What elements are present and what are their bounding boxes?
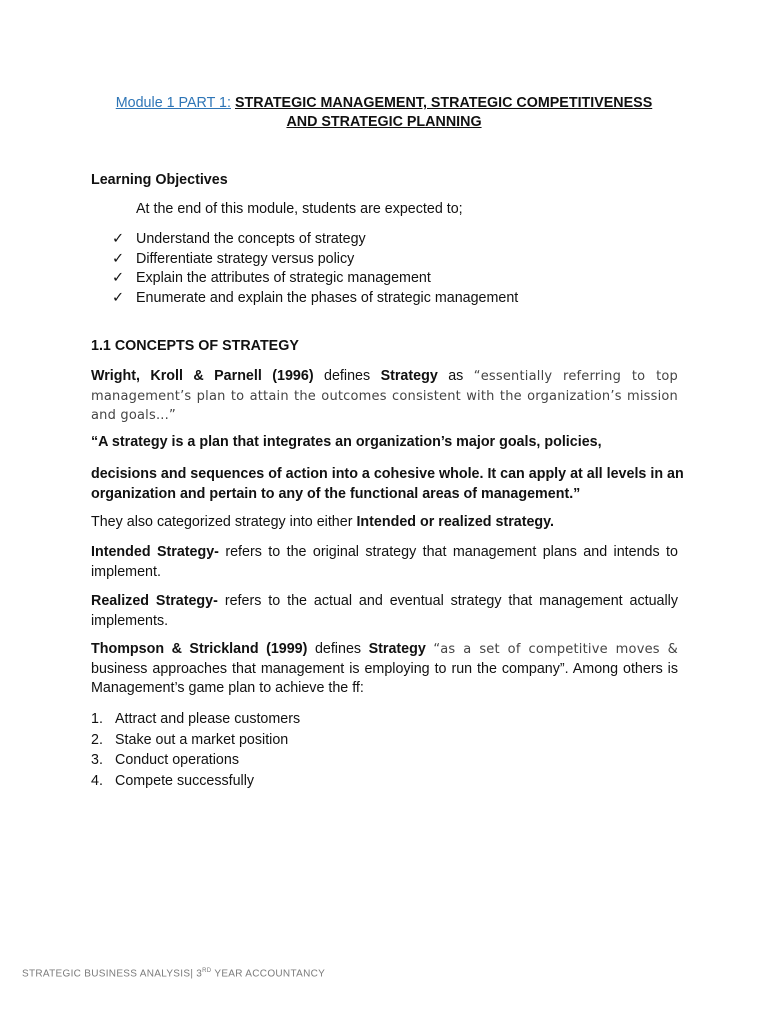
check-icon: ✓	[112, 289, 124, 306]
objective-text: Explain the attributes of strategic management	[136, 270, 431, 286]
author-wright: Wright, Kroll & Parnell (1996)	[91, 368, 314, 384]
check-icon: ✓	[112, 231, 124, 247]
list-item	[91, 750, 300, 771]
page-title	[60, 94, 708, 132]
objective-text: Enumerate and explain the phases of strategic management	[136, 289, 519, 306]
realized-strategy-term: Realized Strategy-	[91, 593, 218, 609]
categorized-bold: Intended or realized strategy.	[356, 514, 555, 530]
list-item	[91, 709, 300, 730]
module-label: Module 1 PART 1:	[115, 95, 231, 111]
term-strategy: Strategy	[368, 641, 426, 657]
objective-text: Understand the concepts of strategy	[136, 231, 366, 247]
footer-right: YEAR ACCOUNTANCY	[211, 968, 326, 980]
term-strategy: Strategy	[380, 368, 438, 384]
objective-item	[112, 250, 518, 270]
wright-definition-paragraph	[91, 367, 678, 426]
objective-item	[112, 289, 518, 309]
check-icon: ✓	[112, 270, 124, 286]
learning-intro: At the end of this module, students are expected to;	[136, 201, 463, 217]
strategy-quote-line-1: “A strategy is a plan that integrates an organization’s major goals, policies,	[91, 434, 602, 450]
realized-strategy-text: refers to the actual and eventual strategy that management actually implements.	[91, 593, 679, 629]
list-text: Compete successfully	[115, 773, 255, 790]
check-icon: ✓	[112, 250, 124, 267]
section-heading: 1.1 CONCEPTS OF STRATEGY	[91, 338, 299, 354]
footer-sup: RD	[202, 968, 212, 974]
list-number: 3.	[91, 752, 103, 769]
wright-quote: “essentially referring to top management’s plan to attain the outcomes consistent with the organization’s mission and goals...”	[91, 369, 678, 423]
list-text: Conduct operations	[115, 752, 239, 769]
list-item	[91, 730, 300, 751]
list-number: 1.	[91, 711, 103, 727]
objective-text: Differentiate strategy versus policy	[136, 250, 355, 267]
defines-text: defines	[314, 641, 362, 657]
objectives-list	[112, 230, 518, 308]
footer-left: STRATEGIC BUSINESS ANALYSIS| 3	[22, 968, 203, 980]
learning-objectives-heading: Learning Objectives	[91, 172, 228, 188]
title-line-2: AND STRATEGIC PLANNING	[286, 114, 482, 130]
thompson-quote-rest: business approaches that management is employing to run the company”. Among others is Management’s game plan to achieve the ff:	[91, 660, 678, 696]
categorized-paragraph	[91, 513, 678, 533]
thompson-quote-start: “as a set of competitive moves &	[433, 642, 678, 657]
objective-item	[112, 269, 518, 289]
page-footer	[22, 968, 325, 979]
list-text: Stake out a market position	[115, 731, 289, 748]
author-thompson: Thompson & Strickland (1999)	[91, 641, 308, 657]
intended-strategy-term: Intended Strategy-	[91, 544, 219, 560]
list-number: 4.	[91, 773, 103, 790]
list-item	[91, 771, 300, 792]
categorized-text: They also categorized strategy into either	[91, 514, 353, 530]
objective-item	[112, 230, 518, 250]
list-text: Attract and please customers	[115, 711, 301, 727]
realized-strategy-paragraph	[91, 592, 678, 631]
defines-text: defines	[324, 368, 371, 384]
intended-strategy-paragraph	[91, 543, 678, 582]
intended-strategy-text: refers to the original strategy that management plans and intends to implement.	[91, 544, 678, 580]
title-line-1: STRATEGIC MANAGEMENT, STRATEGIC COMPETITIVENESS	[234, 95, 653, 111]
game-plan-list	[91, 709, 300, 792]
as-text: as	[448, 368, 464, 384]
list-number: 2.	[91, 731, 103, 748]
thompson-definition-paragraph	[91, 640, 678, 699]
strategy-quote-line-2: decisions and sequences of action into a cohesive whole. It can apply at all levels in an organization and pertain to any of the functional areas of management.”	[91, 466, 684, 502]
